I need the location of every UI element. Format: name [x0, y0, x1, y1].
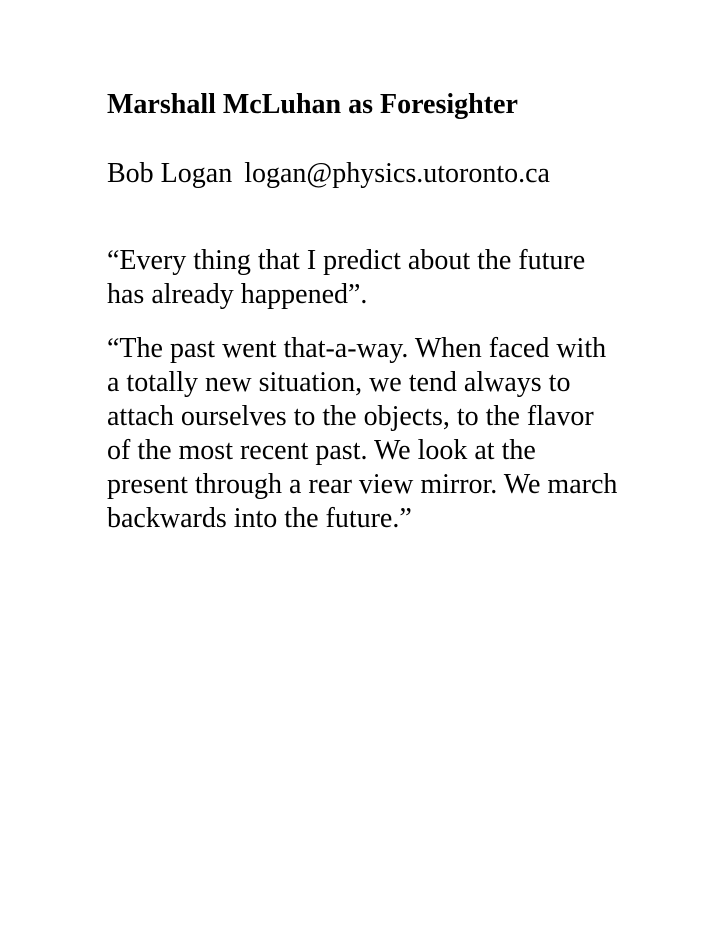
- author-email: logan@physics.utoronto.ca: [244, 158, 550, 189]
- document-title: Marshall McLuhan as Foresighter: [107, 89, 518, 120]
- quote-paragraph: “The past went that-a-way. When faced with a totally new situation, we tend always to attach ourselves to the objects, to the flavor of the most recent past. We look at the present through a rear view mirror. We march backwards into the future.”: [107, 333, 618, 534]
- quote-paragraph: “Every thing that I predict about the future has already happened”.: [107, 245, 586, 310]
- author-line: [107, 157, 550, 191]
- author-name: Bob Logan: [107, 158, 233, 189]
